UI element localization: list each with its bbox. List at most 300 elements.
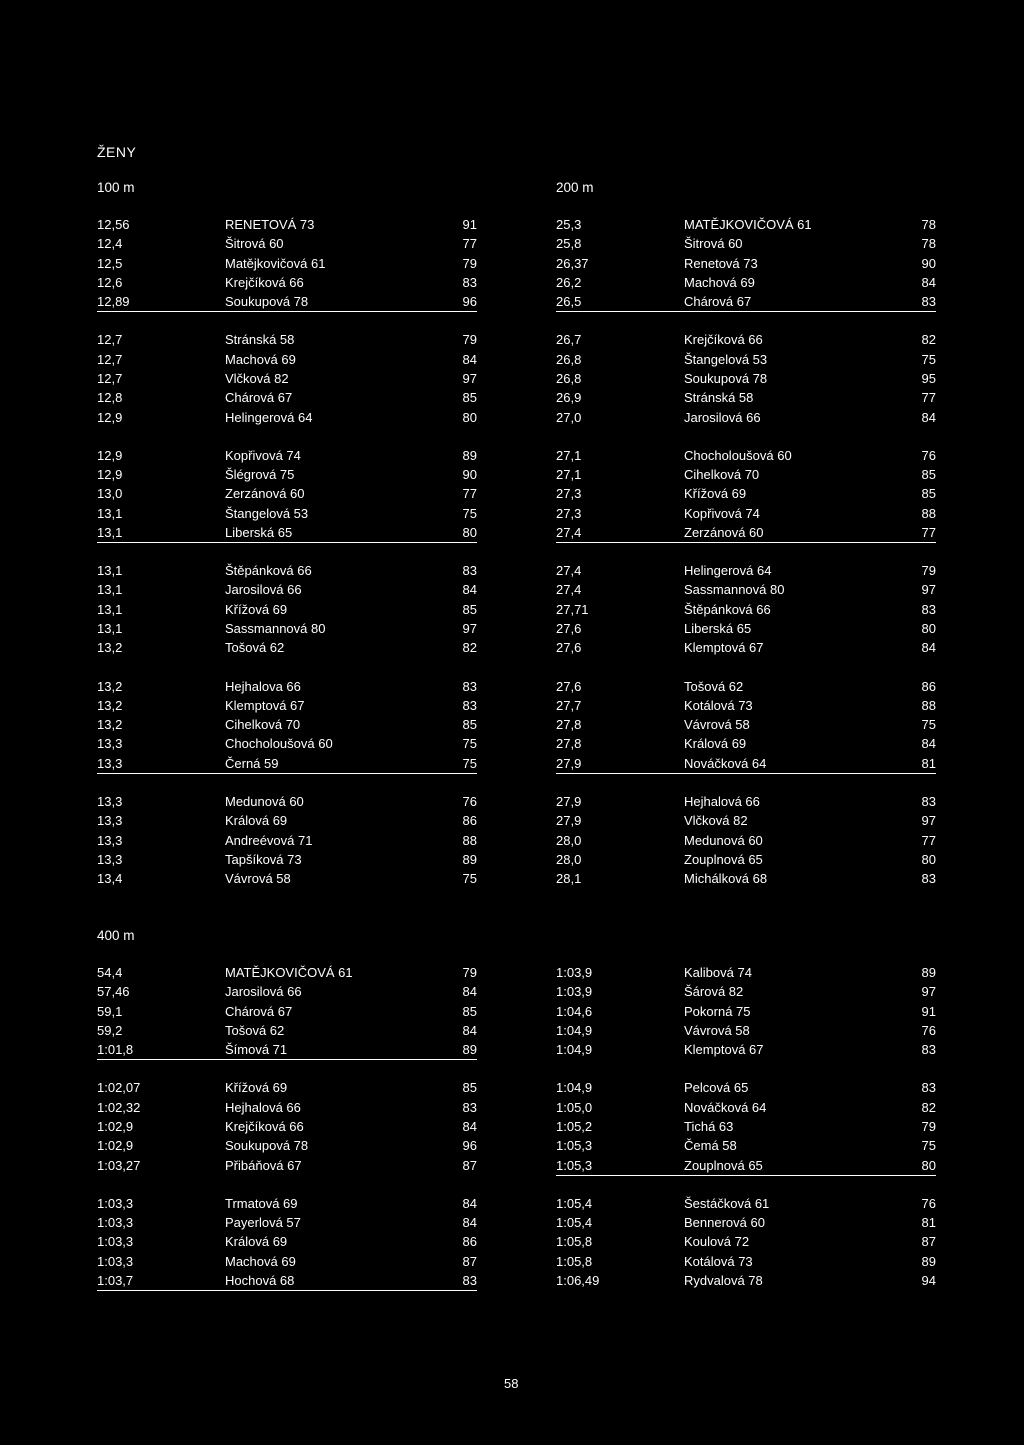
result-row: [556, 254, 936, 273]
athlete-name: Hejhalova 66: [225, 678, 301, 694]
athlete-name: Helingerová 64: [684, 563, 772, 579]
birth-year: 86: [462, 1234, 477, 1250]
athlete-name: Šitrová 60: [684, 236, 743, 252]
result-row: [556, 638, 936, 657]
athlete-name: Štěpánková 66: [225, 563, 312, 579]
birth-year: 88: [921, 505, 936, 521]
athlete-name: Sassmannová 80: [684, 582, 785, 598]
result-time: 25,3: [556, 217, 582, 232]
birth-year: 84: [921, 736, 936, 752]
result-row: [556, 734, 936, 753]
birth-year: 89: [462, 447, 477, 463]
result-time: 1:02,9: [97, 1118, 134, 1134]
athlete-name: Stránská 58: [684, 390, 754, 406]
result-time: 13,1: [97, 563, 123, 579]
result-row: [97, 330, 477, 349]
result-group: [556, 677, 936, 773]
result-row: [97, 734, 477, 753]
athlete-name: Králová 69: [225, 1234, 288, 1250]
result-group: [97, 1194, 477, 1290]
result-row: [556, 1117, 936, 1136]
result-row: [556, 292, 936, 311]
result-time: 28,1: [556, 871, 582, 887]
result-time: 1:05,4: [556, 1215, 593, 1231]
birth-year: 76: [462, 794, 477, 809]
birth-year: 79: [921, 563, 936, 579]
result-time: 13,3: [97, 736, 123, 752]
athlete-name: Michálková 68: [684, 871, 768, 887]
birth-year: 80: [462, 409, 477, 425]
birth-year: 97: [921, 582, 936, 598]
result-group: [556, 330, 936, 426]
result-group: [556, 446, 936, 542]
result-time: 12,7: [97, 370, 123, 386]
result-time: 1:05,4: [556, 1195, 593, 1211]
result-time: 1:05,0: [556, 1099, 593, 1115]
birth-year: 89: [921, 1253, 936, 1269]
result-row: [97, 792, 477, 811]
athlete-name: Machová 69: [225, 1253, 296, 1269]
birth-year: 79: [462, 332, 477, 348]
result-row: [97, 234, 477, 253]
result-row: [556, 811, 936, 830]
result-time: 27,6: [556, 621, 582, 637]
birth-year: 89: [462, 851, 477, 867]
birth-year: 79: [462, 965, 477, 980]
result-time: 59,1: [97, 1003, 123, 1019]
result-time: 13,3: [97, 851, 123, 867]
result-time: 13,3: [97, 832, 123, 848]
athlete-name: Vlčková 82: [684, 813, 748, 829]
birth-year: 97: [921, 984, 936, 1000]
result-time: 13,2: [97, 697, 123, 713]
result-row: [97, 215, 477, 234]
birth-year: 86: [462, 813, 477, 829]
result-time: 1:05,3: [556, 1138, 593, 1154]
result-row: [556, 831, 936, 850]
birth-year: 84: [921, 640, 936, 656]
birth-year: 83: [921, 294, 936, 310]
result-time: 1:04,9: [556, 1042, 593, 1058]
page-number: 58: [504, 1376, 519, 1391]
result-time: 1:06,49: [556, 1272, 600, 1288]
result-time: 26,7: [556, 332, 582, 348]
result-time: 1:03,7: [97, 1272, 134, 1288]
athlete-name: Kotálová 73: [684, 1253, 753, 1269]
birth-year: 84: [462, 1118, 477, 1134]
result-time: 12,9: [97, 409, 123, 425]
result-time: 12,8: [97, 390, 123, 406]
athlete-name: Křížová 69: [225, 601, 288, 617]
birth-year: 85: [462, 717, 477, 733]
result-row: [556, 677, 936, 696]
result-row: [97, 523, 477, 542]
result-row: [556, 1078, 936, 1097]
result-row: [97, 638, 477, 657]
result-time: 13,2: [97, 640, 123, 656]
birth-year: 77: [921, 524, 936, 540]
birth-year: 87: [462, 1253, 477, 1269]
athlete-name: Nováčková 64: [684, 755, 767, 771]
result-time: 27,9: [556, 813, 582, 829]
athlete-name: MATĚJKOVIČOVÁ 61: [684, 217, 812, 232]
result-time: 26,9: [556, 390, 582, 406]
birth-year: 77: [921, 390, 936, 406]
result-row: [556, 1021, 936, 1040]
birth-year: 83: [462, 678, 477, 694]
result-time: 12,7: [97, 332, 123, 348]
athlete-name: Klemptová 67: [684, 640, 764, 656]
result-row: [556, 1232, 936, 1251]
athlete-name: Helingerová 64: [225, 409, 313, 425]
athlete-name: Soukupová 78: [684, 370, 768, 386]
athlete-name: Jarosilová 66: [225, 582, 302, 598]
birth-year: 85: [462, 1080, 477, 1096]
result-time: 27,1: [556, 467, 582, 483]
result-group: [556, 1194, 936, 1290]
result-time: 1:01,8: [97, 1042, 134, 1058]
result-row: [97, 715, 477, 734]
result-time: 1:02,9: [97, 1138, 134, 1154]
result-row: [97, 850, 477, 869]
group-divider: [97, 1059, 477, 1060]
birth-year: 90: [921, 255, 936, 271]
athlete-name: Králová 69: [225, 813, 288, 829]
result-row: [556, 715, 936, 734]
result-time: 27,6: [556, 678, 582, 694]
birth-year: 97: [462, 621, 477, 637]
athlete-name: Payerlová 57: [225, 1215, 301, 1231]
athlete-name: Machová 69: [684, 274, 755, 290]
athlete-name: Soukupová 78: [225, 294, 309, 310]
result-time: 1:03,3: [97, 1195, 134, 1211]
birth-year: 88: [921, 697, 936, 713]
result-time: 1:03,9: [556, 965, 593, 980]
result-row: [556, 446, 936, 465]
athlete-name: Renetová 73: [684, 255, 758, 271]
result-time: 28,0: [556, 851, 582, 867]
result-row: [556, 330, 936, 349]
result-row: [556, 234, 936, 253]
result-time: 1:03,3: [97, 1215, 134, 1231]
birth-year: 75: [921, 1138, 936, 1154]
athlete-name: Štangelová 53: [225, 505, 309, 521]
birth-year: 77: [462, 236, 477, 252]
result-row: [97, 580, 477, 599]
result-row: [97, 1078, 477, 1097]
birth-year: 83: [462, 563, 477, 579]
athlete-name: Štangelová 53: [684, 351, 768, 367]
birth-year: 75: [462, 755, 477, 771]
result-time: 25,8: [556, 236, 582, 252]
result-time: 12,4: [97, 236, 123, 252]
result-row: [556, 850, 936, 869]
athlete-name: Klemptová 67: [684, 1042, 764, 1058]
athlete-name: Zerzánová 60: [684, 524, 764, 540]
result-row: [97, 1021, 477, 1040]
result-time: 13,1: [97, 524, 123, 540]
result-group: [97, 330, 477, 426]
result-time: 27,8: [556, 736, 582, 752]
result-row: [556, 215, 936, 234]
birth-year: 78: [921, 217, 936, 232]
athlete-name: Šitrová 60: [225, 236, 284, 252]
result-row: [97, 292, 477, 311]
result-row: [556, 869, 936, 888]
athlete-name: Přibáňová 67: [225, 1157, 302, 1173]
birth-year: 82: [462, 640, 477, 656]
athlete-name: Chárová 67: [225, 1003, 293, 1019]
result-time: 59,2: [97, 1022, 123, 1038]
birth-year: 78: [921, 236, 936, 252]
result-row: [97, 446, 477, 465]
result-time: 1:03,27: [97, 1157, 141, 1173]
result-time: 13,3: [97, 794, 123, 809]
result-time: 26,2: [556, 274, 582, 290]
result-time: 1:05,3: [556, 1157, 593, 1173]
result-row: [97, 484, 477, 503]
result-time: 1:05,2: [556, 1118, 593, 1134]
result-time: 12,56: [97, 217, 130, 232]
result-group: [97, 215, 477, 311]
result-time: 1:03,3: [97, 1253, 134, 1269]
athlete-name: Chocholoušová 60: [684, 447, 792, 463]
athlete-name: Sassmannová 80: [225, 621, 326, 637]
birth-year: 83: [462, 1099, 477, 1115]
birth-year: 84: [921, 274, 936, 290]
athlete-name: Jarosilová 66: [225, 984, 302, 1000]
result-row: [97, 600, 477, 619]
result-group: [556, 963, 936, 1059]
result-row: [556, 1194, 936, 1213]
result-row: [97, 754, 477, 773]
group-divider: [556, 773, 936, 774]
result-time: 1:04,6: [556, 1003, 593, 1019]
birth-year: 80: [462, 524, 477, 540]
result-time: 13,1: [97, 582, 123, 598]
result-row: [97, 619, 477, 638]
group-divider: [97, 542, 477, 543]
athlete-name: Cihelková 70: [684, 467, 760, 483]
athlete-name: Křížová 69: [684, 486, 747, 502]
result-time: 12,5: [97, 255, 123, 271]
birth-year: 76: [921, 1195, 936, 1211]
athlete-name: Černá 59: [225, 755, 279, 771]
result-time: 13,4: [97, 871, 123, 887]
birth-year: 75: [462, 871, 477, 887]
birth-year: 83: [462, 1272, 477, 1288]
birth-year: 86: [921, 678, 936, 694]
result-row: [97, 696, 477, 715]
birth-year: 95: [921, 370, 936, 386]
result-time: 27,4: [556, 563, 582, 579]
athlete-name: Tapšíková 73: [225, 851, 302, 867]
birth-year: 82: [921, 1099, 936, 1115]
result-row: [556, 369, 936, 388]
birth-year: 75: [921, 351, 936, 367]
result-row: [556, 580, 936, 599]
result-group: [556, 561, 936, 657]
athlete-name: Klemptová 67: [225, 697, 305, 713]
result-row: [97, 1040, 477, 1059]
result-group: [97, 677, 477, 773]
birth-year: 84: [462, 1022, 477, 1038]
result-time: 27,71: [556, 601, 589, 617]
athlete-name: Zouplnová 65: [684, 1157, 763, 1173]
result-row: [556, 1002, 936, 1021]
result-time: 54,4: [97, 965, 123, 980]
birth-year: 81: [921, 1215, 936, 1231]
result-group: [97, 963, 477, 1059]
result-time: 27,3: [556, 486, 582, 502]
birth-year: 83: [462, 274, 477, 290]
birth-year: 94: [921, 1272, 936, 1288]
result-time: 26,37: [556, 255, 589, 271]
result-time: 28,0: [556, 832, 582, 848]
athlete-name: Bennerová 60: [684, 1215, 765, 1231]
birth-year: 83: [462, 697, 477, 713]
result-group: [556, 792, 936, 888]
result-time: 13,3: [97, 755, 123, 771]
result-time: 27,4: [556, 582, 582, 598]
result-row: [556, 561, 936, 580]
birth-year: 96: [462, 294, 477, 310]
group-divider: [97, 311, 477, 312]
result-row: [556, 523, 936, 542]
result-time: 13,1: [97, 621, 123, 637]
result-time: 26,8: [556, 370, 582, 386]
athlete-name: Pelcová 65: [684, 1080, 749, 1096]
result-time: 12,9: [97, 467, 123, 483]
result-row: [97, 982, 477, 1001]
result-row: [556, 982, 936, 1001]
result-time: 12,7: [97, 351, 123, 367]
birth-year: 87: [921, 1234, 936, 1250]
result-time: 13,3: [97, 813, 123, 829]
section-label-400m: 400 m: [97, 928, 135, 943]
birth-year: 89: [921, 965, 936, 980]
result-time: 27,9: [556, 755, 582, 771]
athlete-name: Šestáčková 61: [684, 1195, 770, 1211]
group-divider: [556, 311, 936, 312]
birth-year: 83: [921, 1080, 936, 1096]
result-row: [556, 465, 936, 484]
birth-year: 85: [462, 390, 477, 406]
athlete-name: Tošová 62: [225, 1022, 285, 1038]
result-group: [97, 561, 477, 657]
athlete-name: Rydvalová 78: [684, 1272, 763, 1288]
result-row: [97, 831, 477, 850]
result-time: 26,5: [556, 294, 582, 310]
athlete-name: Nováčková 64: [684, 1099, 767, 1115]
athlete-name: MATĚJKOVIČOVÁ 61: [225, 965, 353, 980]
result-time: 13,1: [97, 601, 123, 617]
result-row: [97, 869, 477, 888]
result-row: [556, 1213, 936, 1232]
birth-year: 84: [462, 1215, 477, 1231]
result-row: [556, 619, 936, 638]
result-row: [97, 369, 477, 388]
birth-year: 79: [462, 255, 477, 271]
athlete-name: Čemá 58: [684, 1138, 737, 1154]
birth-year: 97: [462, 370, 477, 386]
result-time: 13,0: [97, 486, 123, 502]
birth-year: 76: [921, 447, 936, 463]
athlete-name: Kotálová 73: [684, 697, 753, 713]
birth-year: 87: [462, 1157, 477, 1173]
athlete-name: Soukupová 78: [225, 1138, 309, 1154]
birth-year: 85: [921, 486, 936, 502]
athlete-name: Chárová 67: [684, 294, 752, 310]
result-time: 26,8: [556, 351, 582, 367]
result-row: [97, 1194, 477, 1213]
result-row: [97, 963, 477, 982]
athlete-name: Kopřivová 74: [225, 447, 301, 463]
result-time: 12,9: [97, 447, 123, 463]
birth-year: 79: [921, 1118, 936, 1134]
birth-year: 75: [921, 717, 936, 733]
athlete-name: Zouplnová 65: [684, 851, 763, 867]
section-label-200m: 200 m: [556, 180, 594, 195]
result-row: [97, 811, 477, 830]
birth-year: 84: [462, 351, 477, 367]
athlete-name: Jarosilová 66: [684, 409, 761, 425]
result-group: [97, 1078, 477, 1174]
athlete-name: Křížová 69: [225, 1080, 288, 1096]
athlete-name: RENETOVÁ 73: [225, 217, 315, 232]
birth-year: 75: [462, 505, 477, 521]
birth-year: 82: [921, 332, 936, 348]
athlete-name: Vávrová 58: [684, 717, 750, 733]
result-time: 13,2: [97, 678, 123, 694]
result-time: 1:02,32: [97, 1099, 141, 1115]
result-row: [97, 388, 477, 407]
result-row: [97, 254, 477, 273]
group-divider: [97, 1290, 477, 1291]
result-group: [97, 446, 477, 542]
result-row: [97, 561, 477, 580]
birth-year: 91: [462, 217, 477, 232]
result-time: 1:05,8: [556, 1253, 593, 1269]
result-row: [97, 350, 477, 369]
result-row: [556, 388, 936, 407]
result-time: 27,6: [556, 640, 582, 656]
result-time: 27,8: [556, 717, 582, 733]
result-row: [97, 408, 477, 427]
result-time: 1:04,9: [556, 1080, 593, 1096]
athlete-name: Chárová 67: [225, 390, 293, 406]
birth-year: 91: [921, 1003, 936, 1019]
birth-year: 80: [921, 1157, 936, 1173]
result-row: [556, 963, 936, 982]
birth-year: 83: [921, 601, 936, 617]
result-row: [97, 1156, 477, 1175]
result-time: 1:05,8: [556, 1234, 593, 1250]
athlete-name: Hejhalová 66: [225, 1099, 301, 1115]
result-time: 27,3: [556, 505, 582, 521]
athlete-name: Šlégrová 75: [225, 467, 295, 483]
result-row: [556, 408, 936, 427]
result-group: [556, 215, 936, 311]
athlete-name: Koulová 72: [684, 1234, 750, 1250]
athlete-name: Krejčíková 66: [225, 274, 304, 290]
athlete-name: Cihelková 70: [225, 717, 301, 733]
result-row: [556, 1136, 936, 1155]
athlete-name: Štěpánková 66: [684, 601, 771, 617]
result-row: [556, 754, 936, 773]
result-row: [556, 792, 936, 811]
birth-year: 76: [921, 1022, 936, 1038]
